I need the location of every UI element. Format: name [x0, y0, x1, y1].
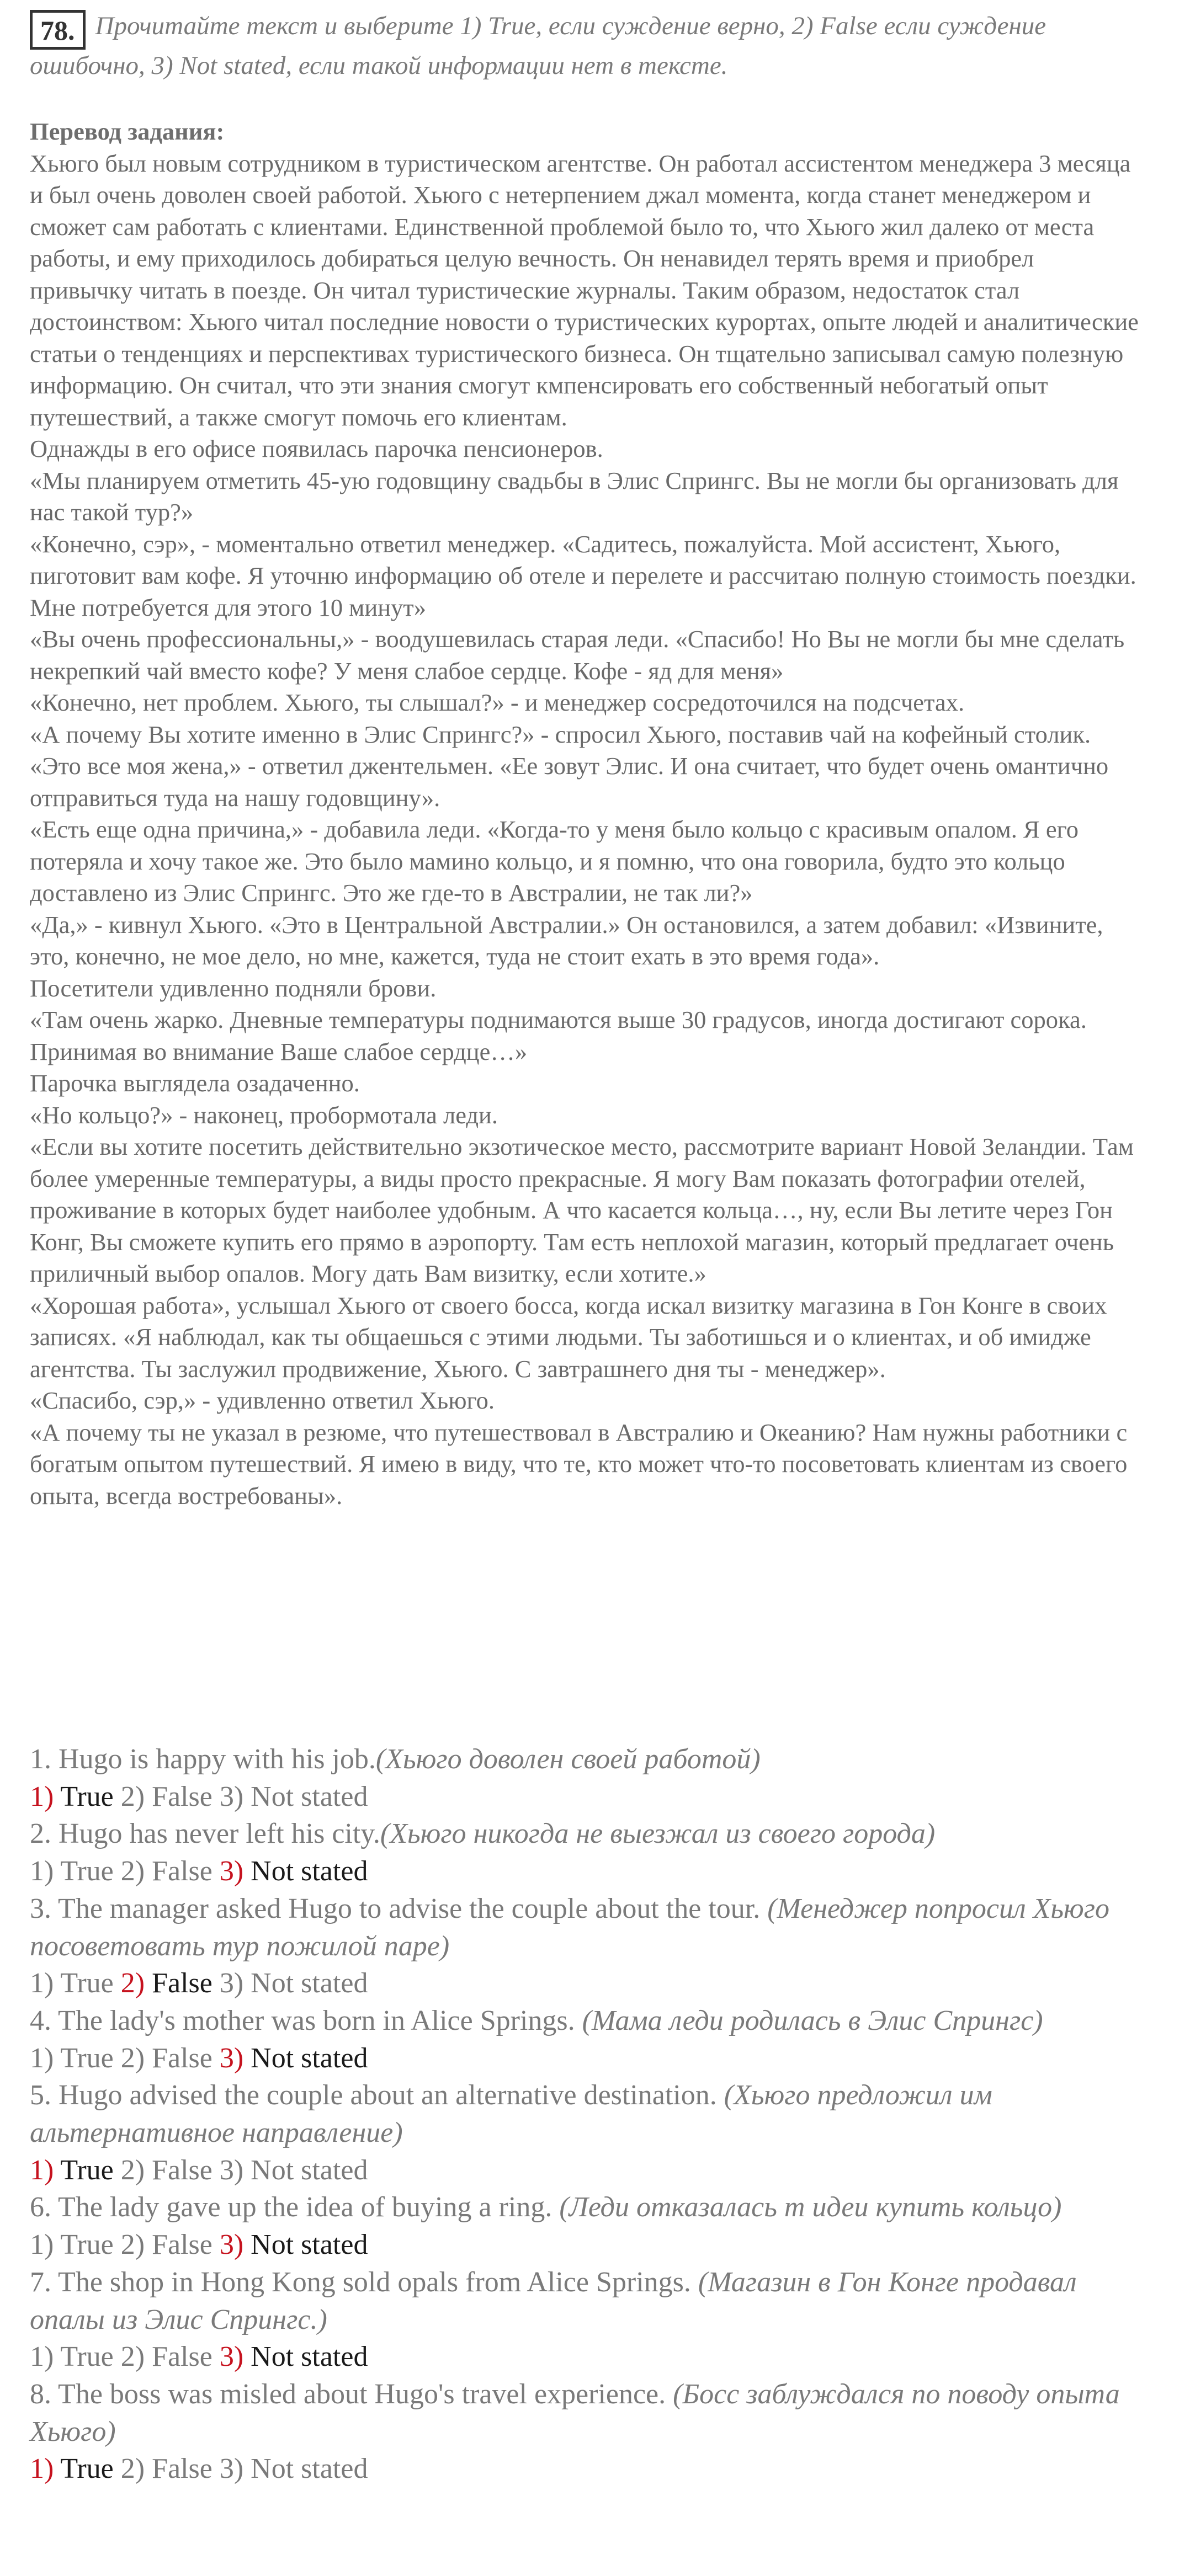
question-statement: 4. The lady's mother was born in Alice Springs.	[30, 2004, 582, 2036]
option-number: 3)	[219, 1967, 244, 1999]
question-text	[30, 1890, 1139, 1965]
question-item	[30, 2002, 1139, 2077]
option-number: 2)	[120, 1855, 145, 1887]
option-label: False	[152, 2453, 212, 2485]
translation-paragraph: «Хорошая работа», услышал Хьюго от своего босса, когда искал визитку магазина в Гон Конге в своих записях. «Я наблюдал, как ты общаешься с этими людьми. Ты заботишься и о клиентах, и об имидже агентства. Ты заслужил продвижение, Хьюго. С завтрашнего дня ты - менеджер».	[30, 1291, 1107, 1383]
option-number: 2)	[120, 2453, 145, 2485]
question-text	[30, 2077, 1139, 2151]
answer-options	[30, 2152, 1139, 2189]
question-statement: 3. The manager asked Hugo to advise the couple about the tour.	[30, 1892, 768, 1924]
question-translation: (Леди отказалась т идеи купить кольцо)	[559, 2191, 1062, 2223]
option-label: False	[152, 1780, 212, 1812]
questions-section	[30, 1741, 1139, 2488]
translation-paragraph: «Спасибо, сэр,» - удивленно ответил Хьюго.	[30, 1386, 495, 1414]
question-translation: (Хьюго никогда не выезжал из своего города)	[380, 1818, 936, 1850]
translation-section	[30, 116, 1139, 1512]
question-text	[30, 2264, 1139, 2338]
question-text	[30, 1815, 1139, 1853]
question-translation: (Босс заблуждался по поводу опыта Хьюго)	[30, 2378, 1120, 2447]
answer-options	[30, 2338, 1139, 2376]
translation-paragraph: «Конечно, нет проблем. Хьюго, ты слышал?» - и менеджер сосредоточился на подсчетах.	[30, 689, 965, 716]
translation-paragraph: «Там очень жарко. Дневные температуры поднимаются выше 30 градусов, иногда достигают сорока. Принимая во внимание Ваше слабое сердце…»	[30, 1006, 1087, 1065]
translation-paragraph: Посетители удивленно подняли брови.	[30, 974, 437, 1002]
option-number: 2)	[120, 2042, 145, 2074]
option-label: True	[60, 1855, 114, 1887]
selected-option-label: Not stated	[251, 2042, 368, 2074]
question-item	[30, 2264, 1139, 2376]
option-number: 1)	[30, 2341, 54, 2373]
translation-paragraph: «А почему Вы хотите именно в Элис Спрингс?» - спросил Хьюго, поставив чай на кофейный столик.	[30, 720, 1091, 748]
task-number: 78.	[30, 10, 86, 50]
option-label: Not stated	[251, 1967, 368, 1999]
option-number: 3)	[219, 2453, 244, 2485]
answer-options	[30, 1778, 1139, 1816]
translation-paragraph: «Мы планируем отметить 45-ую годовщину свадьбы в Элис Спрингс. Вы не могли бы организовать для нас такой тур?»	[30, 466, 1119, 526]
option-number: 2)	[120, 2229, 145, 2261]
selected-option-label: False	[152, 1967, 212, 1999]
answer-options	[30, 2040, 1139, 2077]
option-label: False	[152, 2042, 212, 2074]
answer-options	[30, 1965, 1139, 2002]
option-label: True	[60, 1967, 114, 1999]
translation-paragraph: «Если вы хотите посетить действительно экзотическое место, рассмотрите вариант Новой Зеландии. Там более умеренные температуры, а виды просто прекрасные. Я могу Вам показать фотографии отелей, проживание в которых будет наиболее удобным. А что касается кольца…, ну, если Вы летите через Гон Конг, Вы сможете купить его прямо в аэропорту. Там есть неплохой магазин, который предлагает очень приличный выбор опалов. Могу дать Вам визитку, если хотите.»	[30, 1133, 1134, 1287]
question-statement: 2. Hugo has never left his city.	[30, 1818, 380, 1850]
option-label: False	[152, 2341, 212, 2373]
selected-option-label: True	[60, 2154, 114, 2186]
selected-option-label: True	[60, 1780, 114, 1812]
answer-options	[30, 2226, 1139, 2264]
option-label: True	[60, 2042, 114, 2074]
option-number: 2)	[120, 1780, 145, 1812]
question-item	[30, 2189, 1139, 2263]
translation-paragraph: «Да,» - кивнул Хьюго. «Это в Центральной Австралии.» Он остановился, а затем добавил: «Извините, это, конечно, не мое дело, но мне, кажется, туда не стоит ехать в это время года».	[30, 910, 1103, 970]
option-number: 3)	[219, 1780, 244, 1812]
question-translation: (Хьюго предложил им альтернативное направление)	[30, 2079, 992, 2149]
option-label: True	[60, 2341, 114, 2373]
option-label: Not stated	[251, 1780, 368, 1812]
selected-option-number: 2)	[120, 1967, 145, 1999]
option-number: 1)	[30, 2042, 54, 2074]
question-translation: (Мама леди родилась в Элис Спрингс)	[582, 2004, 1043, 2036]
option-label: Not stated	[251, 2453, 368, 2485]
translation-paragraph: «Но кольцо?» - наконец, пробормотала леди.	[30, 1101, 498, 1129]
selected-option-number: 1)	[30, 2453, 54, 2485]
translation-paragraph: Парочка выглядела озадаченно.	[30, 1069, 360, 1097]
selected-option-number: 3)	[219, 2042, 244, 2074]
question-statement: 6. The lady gave up the idea of buying a ring.	[30, 2191, 560, 2223]
question-translation: (Хьюго доволен своей работой)	[375, 1743, 761, 1775]
question-item	[30, 1815, 1139, 1890]
selected-option-number: 3)	[219, 2229, 244, 2261]
translation-paragraph: «Конечно, сэр», - моментально ответил менеджер. «Садитесь, пожалуйста. Мой ассистент, Хьюго, пиготовит вам кофе. Я уточню информацию об отеле и перелете и рассчитаю полную стоимость поездки. Мне потребуется для этого 10 минут»	[30, 530, 1136, 621]
option-label: False	[152, 1855, 212, 1887]
option-label: True	[60, 2229, 114, 2261]
translation-heading: Перевод задания:	[30, 118, 225, 145]
question-statement: 7. The shop in Hong Kong sold opals from Alice Springs.	[30, 2266, 698, 2298]
option-number: 1)	[30, 1967, 54, 1999]
selected-option-number: 3)	[219, 1855, 244, 1887]
task-header	[30, 10, 1156, 82]
translation-paragraph: «Это все моя жена,» - ответил джентельмен. «Ее зовут Элис. И она считает, что будет очень омантично отправиться туда на нашу годовщину».	[30, 752, 1109, 812]
option-number: 1)	[30, 1855, 54, 1887]
question-statement: 8. The boss was misled about Hugo's travel experience.	[30, 2378, 673, 2410]
question-text	[30, 2189, 1139, 2226]
question-translation: (Менеджер попросил Хьюго посоветовать тур пожилой паре)	[30, 1892, 1109, 1962]
translation-paragraph: «Вы очень профессиональны,» - воодушевилась старая леди. «Спасибо! Но Вы не могли бы мне сделать некрепкий чай вместо кофе? У меня слабое сердце. Кофе - яд для меня»	[30, 625, 1125, 685]
selected-option-number: 1)	[30, 1780, 54, 1812]
option-number: 2)	[120, 2341, 145, 2373]
option-number: 3)	[219, 2154, 244, 2186]
answer-options	[30, 2450, 1139, 2488]
translation-paragraph: «Есть еще одна причина,» - добавила леди. «Когда-то у меня было кольцо с красивым опалом. Я его потеряла и хочу такое же. Это было мамино кольцо, и я помню, что она говорила, будто это кольцо доставлено из Элис Спрингс. Это же где-то в Австралии, не так ли?»	[30, 815, 1079, 906]
option-label: False	[152, 2154, 212, 2186]
option-label: False	[152, 2229, 212, 2261]
question-text	[30, 2376, 1139, 2450]
option-number: 1)	[30, 2229, 54, 2261]
selected-option-label: Not stated	[251, 2229, 368, 2261]
question-item	[30, 2376, 1139, 2488]
selected-option-label: True	[60, 2453, 114, 2485]
answer-options	[30, 1853, 1139, 1890]
translation-paragraph: Хьюго был новым сотрудником в туристическом агентстве. Он работал ассистентом менеджера 3 месяца и был очень доволен своей работой. Хьюго с нетерпением джал момента, когда станет менеджером и сможет сам работать с клиентами. Единственной проблемой было то, что Хьюго жил далеко от места работы, и ему приходилось добираться целую вечность. Он ненавидел терять время и приобрел привычку читать в поезде. Он читал туристические журналы. Таким образом, недостаток стал достоинством: Хьюго читал последние новости о туристических курортах, опыте людей и аналитические статьи о тенденциях и перспективах туристического бизнеса. Он тщательно записывал самую полезную информацию. Он считал, что эти знания смогут кмпенсировать его собственный небогатый опыт путешествий, а также смогут помочь его клиентам.	[30, 149, 1139, 431]
question-text	[30, 2002, 1139, 2040]
question-item	[30, 1890, 1139, 2002]
translation-paragraph: Однажды в его офисе появилась парочка пенсионеров.	[30, 435, 603, 462]
task-instruction: Прочитайте текст и выберите 1) True, если суждение верно, 2) False если суждение ошибочно, 3) Not stated, если такой информации нет в тексте.	[30, 12, 1046, 80]
selected-option-label: Not stated	[251, 2341, 368, 2373]
translation-paragraph: «А почему ты не указал в резюме, что путешествовал в Австралию и Океанию? Нам нужны работники с богатым опытом путешествий. Я имею в виду, что те, кто может что-то посоветовать клиентам из своего опыта, всегда востребованы».	[30, 1418, 1128, 1510]
question-statement: 5. Hugo advised the couple about an alternative destination.	[30, 2079, 724, 2111]
option-label: Not stated	[251, 2154, 368, 2186]
question-translation: (Магазин в Гон Конге продавал опалы из Элис Спрингс.)	[30, 2266, 1077, 2335]
selected-option-label: Not stated	[251, 1855, 368, 1887]
selected-option-number: 1)	[30, 2154, 54, 2186]
question-item	[30, 1741, 1139, 1815]
question-text	[30, 1741, 1139, 1778]
question-statement: 1. Hugo is happy with his job.	[30, 1743, 376, 1775]
selected-option-number: 3)	[219, 2341, 244, 2373]
option-number: 2)	[120, 2154, 145, 2186]
question-item	[30, 2077, 1139, 2189]
